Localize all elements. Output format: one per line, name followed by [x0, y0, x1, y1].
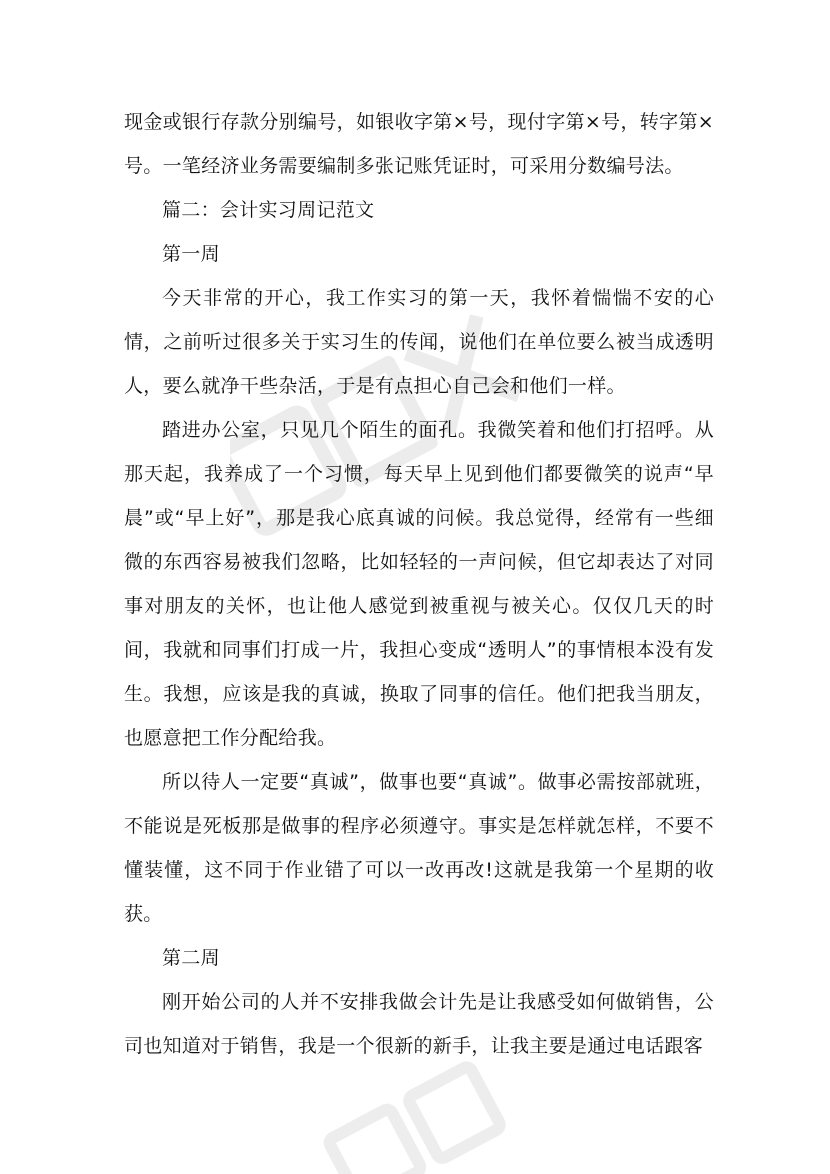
paragraph: 刚开始公司的人并不安排我做会计先是让我感受如何做销售，公司也知道对于销售，我是一个很新的新手，让我主要是通过电话跟客 [124, 991, 714, 1057]
section-heading: 篇二：会计实习周记范文 [162, 199, 375, 221]
paragraph-continued: 现金或银行存款分别编号，如银收字第×号，现付字第×号，转字第×号。一笔经济业务需要编制多张记账凭证时，可采用分数编号法。 [124, 111, 714, 177]
paragraph: 踏进办公室，只见几个陌生的面孔。我微笑着和他们打招呼。从那天起，我养成了一个习惯，每天早上见到他们都要微笑的说声“早晨”或“早上好”，那是我心底真诚的问候。我总觉得，经常有一些细微的东西容易被我们忽略，比如轻轻的一声问候，但它却表达了对同事对朋友的关怀，也让他人感觉到被重视与被关心。仅仅几天的时间，我就和同事们打成一片，我担心变成“透明人”的事情根本没有发生。我想，应该是我的真诚，换取了同事的信任。他们把我当朋友，也愿意把工作分配给我。 [124, 419, 714, 749]
watermark-bottom-icon [300, 1060, 560, 1174]
week-heading-2: 第二周 [162, 947, 220, 969]
paragraph: 今天非常的开心，我工作实习的第一天，我怀着惴惴不安的心情，之前听过很多关于实习生的传闻，说他们在单位要么被当成透明人，要么就净干些杂活，于是有点担心自己会和他们一样。 [124, 287, 714, 397]
paragraph: 所以待人一定要“真诚”，做事也要“真诚”。做事必需按部就班，不能说是死板那是做事的程序必须遵守。事实是怎样就怎样，不要不懂装懂，这不同于作业错了可以一改再改!这就是我第一个星期的收获。 [124, 771, 714, 925]
document-body [124, 100, 714, 1068]
week-heading-1: 第一周 [162, 243, 220, 265]
